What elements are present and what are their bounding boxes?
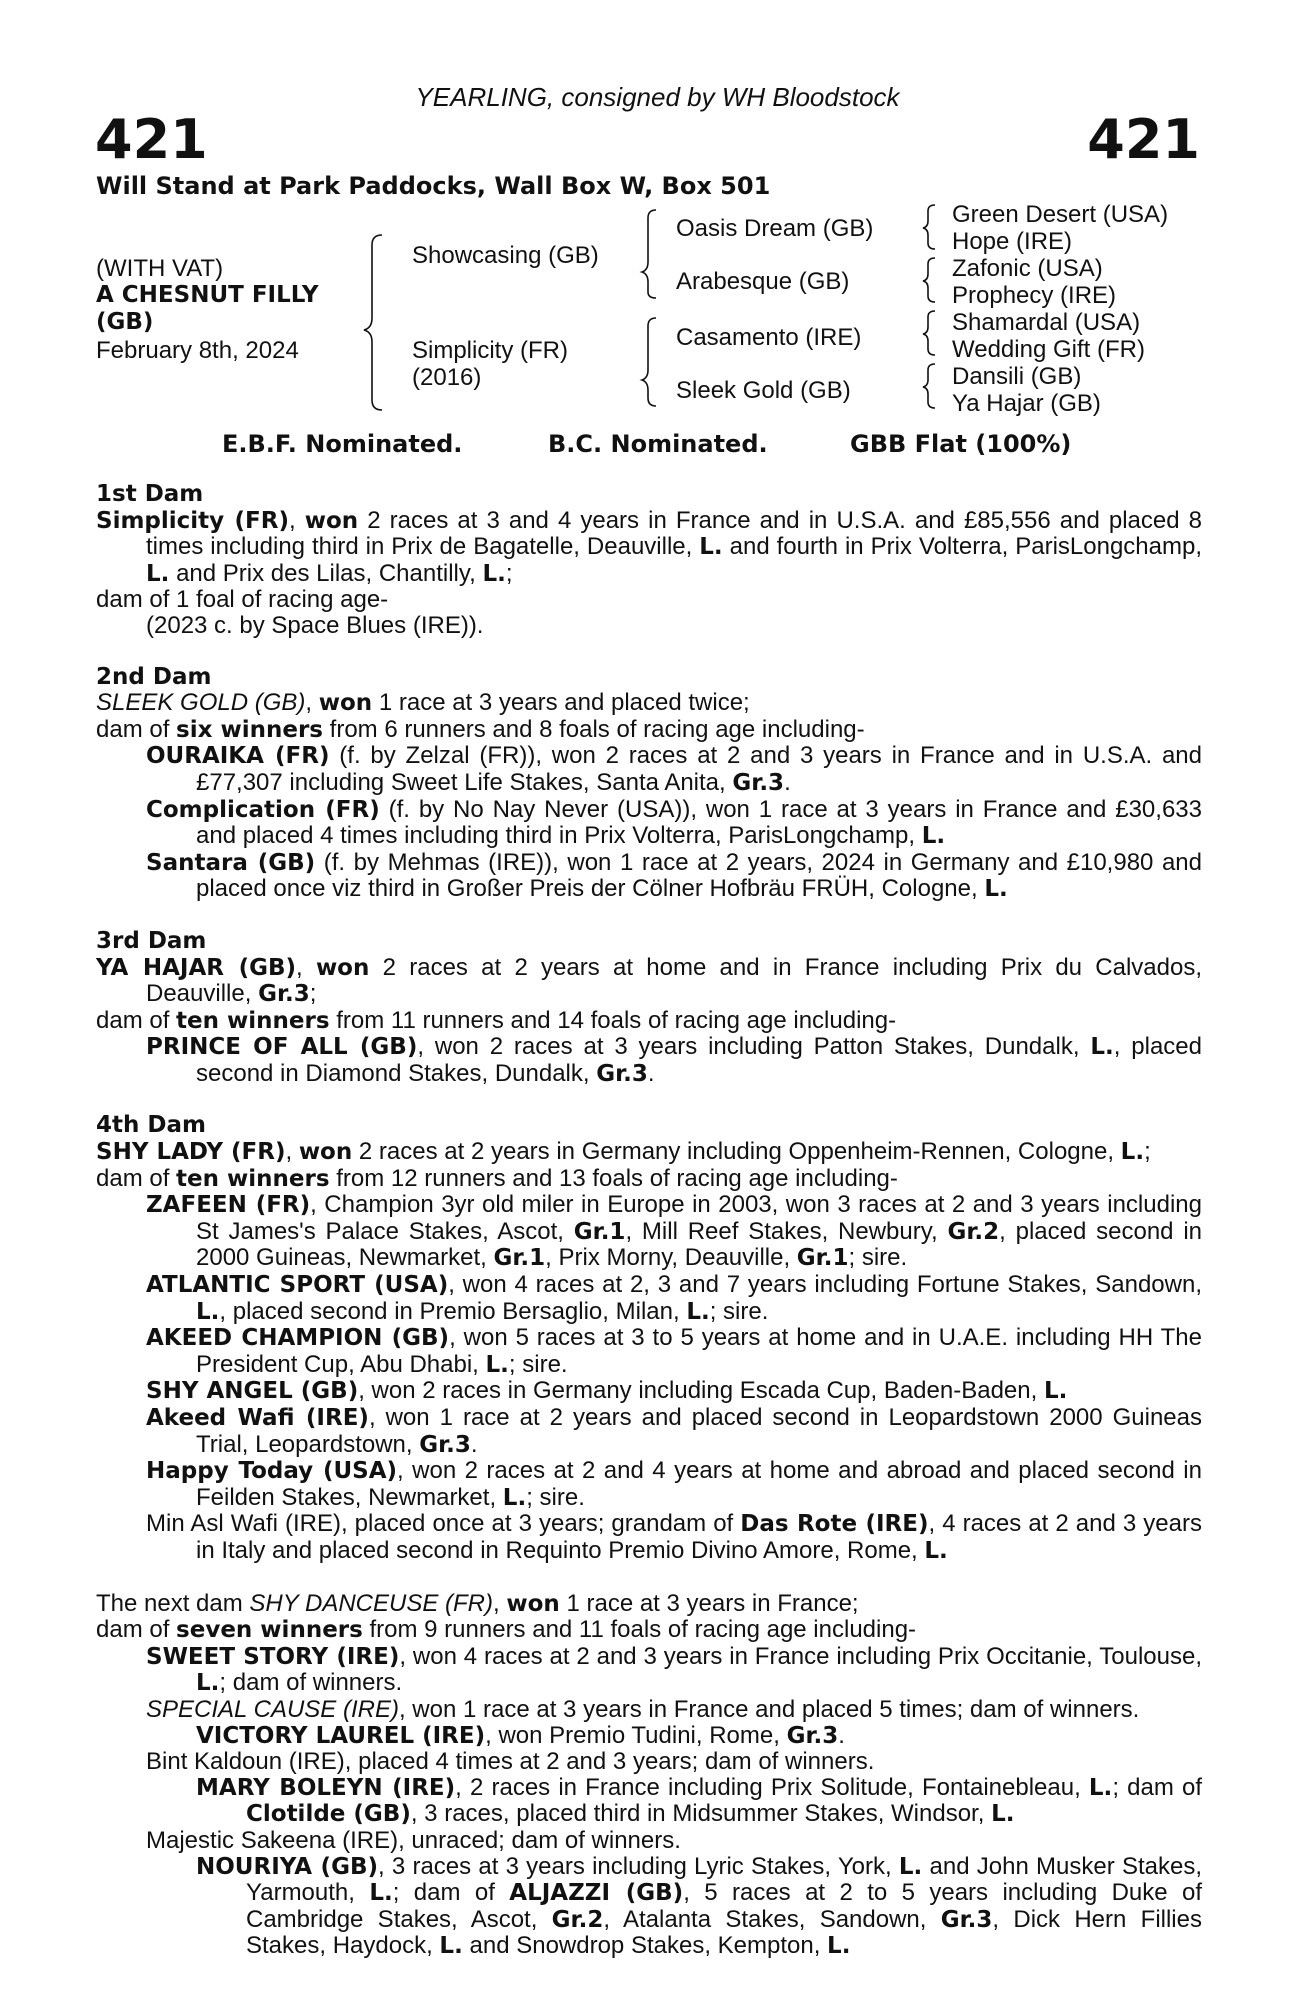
dam4-line: Happy Today (USA), won 2 races at 2 and 4 years at home and abroad and placed second in Feilden Stakes, Newmarket, L.; sire.: [146, 1457, 1202, 1511]
dam2-line: dam of six winners from 6 runners and 8 foals of racing age including-: [96, 715, 865, 743]
brace-dd: [923, 364, 935, 408]
pedigree-dam-dam: Sleek Gold (GB): [676, 377, 851, 404]
dam4-section: [96, 1139, 1202, 1565]
pedigree-dam: Simplicity (FR): [412, 337, 568, 364]
dam5-line: VICTORY LAUREL (IRE), won Premio Tudini, Rome, Gr.3.: [196, 1721, 845, 1749]
pedigree-sire-sire: Oasis Dream (GB): [676, 215, 874, 242]
pedigree-sss: Green Desert (USA): [952, 201, 1169, 228]
dam3-line: YA HAJAR (GB), won 2 races at 2 years at home and in France including Prix du Calvados, Deauville, Gr.3;: [96, 953, 1203, 1008]
brace-dam: [642, 318, 656, 406]
pedigree-sds: Zafonic (USA): [952, 255, 1103, 282]
dam4-line: SHY ANGEL (GB), won 2 races in Germany including Escada Cup, Baden-Baden, L.: [146, 1377, 1068, 1405]
dam4-line: ATLANTIC SPORT (USA), won 4 races at 2, 3 and 7 years including Fortune Stakes, Sandown, L., placed second in Premio Bersaglio, Milan, L.; sire.: [146, 1271, 1202, 1325]
brace-sd: [923, 258, 935, 302]
dam2-line: OURAIKA (FR) (f. by Zelzal (FR)), won 2 races at 2 and 3 years in France and in U.S.A. and £77,307 including Sweet Life Stakes, Santa Anita, Gr.3.: [146, 742, 1202, 796]
horse-name: A CHESNUT FILLY: [96, 282, 319, 308]
pedigree-dds: Dansili (GB): [952, 363, 1082, 390]
pedigree-sdd: Prophecy (IRE): [952, 282, 1117, 309]
ebf-nomination: E.B.F. Nominated.: [222, 430, 463, 458]
dam2-line: Santara (GB) (f. by Mehmas (IRE)), won 1 race at 2 years, 2024 in Germany and £10,980 and placed once viz third in Großer Preis der Cölner Hofbräu FRÜH, Cologne, L.: [146, 848, 1202, 903]
stand-location: Will Stand at Park Paddocks, Wall Box W, Box 501: [96, 172, 771, 200]
dam2-line: Complication (FR) (f. by No Nay Never (USA)), won 1 race at 3 years in France and £30,633 and placed 4 times including third in Prix Volterra, ParisLongchamp, L.: [146, 795, 1202, 850]
brace-sire: [642, 210, 656, 298]
dam5-line: MARY BOLEYN (IRE), 2 races in France including Prix Solitude, Fontainebleau, L.; dam of Clotilde (GB), 3 races, placed third in Midsummer Stakes, Windsor, L.: [196, 1773, 1202, 1828]
dam5-line: Bint Kaldoun (IRE), placed 4 times at 2 and 3 years; dam of winners.: [146, 1748, 875, 1776]
dam1-line: dam of 1 foal of racing age-: [96, 586, 389, 614]
foaling-date: February 8th, 2024: [96, 337, 299, 364]
dam4-line: Min Asl Wafi (IRE), placed once at 3 years; grandam of Das Rote (IRE), 4 races at 2 and 3 years in Italy and placed second in Requinto Premio Divino Amore, Rome, L.: [146, 1510, 1202, 1564]
lot-subtitle: YEARLING, consigned by WH Bloodstock: [415, 82, 900, 112]
pedigree-dam-sire: Casamento (IRE): [676, 324, 862, 351]
lot-number-right: 421: [1087, 108, 1200, 171]
pedigree-ssd: Hope (IRE): [952, 228, 1073, 255]
dam3-section: [96, 955, 1202, 1088]
pedigree-dsd: Wedding Gift (FR): [952, 336, 1145, 363]
lot-number-left: 421: [95, 108, 208, 171]
dam2-heading: 2nd Dam: [96, 663, 212, 690]
dam2-section: [96, 690, 1202, 903]
pedigree-sire: Showcasing (GB): [412, 242, 599, 269]
brace-ss: [923, 205, 935, 249]
dam5-line: SWEET STORY (IRE), won 4 races at 2 and 3 years in France including Prix Occitanie, Toulouse, L.; dam of winners.: [146, 1642, 1202, 1697]
vat-note: (WITH VAT): [96, 255, 224, 282]
dam5-line: Majestic Sakeena (IRE), unraced; dam of winners.: [146, 1826, 681, 1854]
dam4-line: AKEED CHAMPION (GB), won 5 races at 3 to 5 years at home and in U.A.E. including HH The President Cup, Abu Dhabi, L.; sire.: [146, 1324, 1202, 1378]
dam4-line: ZAFEEN (FR), Champion 3yr old miler in Europe in 2003, won 3 races at 2 and 3 years including St James's Palace Stakes, Ascot, Gr.1, Mill Reef Stakes, Newbury, Gr.2, placed second in 2000 Guineas, Newmarket, Gr.1, Prix Morny, Deauville, Gr.1; sire.: [146, 1191, 1202, 1272]
dam4-line: SHY LADY (FR), won 2 races at 2 years in Germany including Oppenheim-Rennen, Cologne, L.;: [96, 1138, 1151, 1166]
pedigree-sire-dam: Arabesque (GB): [676, 268, 850, 295]
dam5-line: The next dam SHY DANCEUSE (FR), won 1 race at 3 years in France;: [96, 1589, 859, 1617]
bc-nomination: B.C. Nominated.: [548, 430, 768, 458]
catalogue-body: [96, 482, 1202, 1960]
pedigree-ddd: Ya Hajar (GB): [952, 390, 1101, 417]
dam3-heading: 3rd Dam: [96, 927, 207, 954]
brace-ds: [923, 311, 935, 355]
dam1-heading: 1st Dam: [96, 481, 204, 507]
dam1-line: Simplicity (FR), won 2 races at 3 and 4 years in France and in U.S.A. and £85,556 and placed 8 times including third in Prix de Bagatelle, Deauville, L. and fourth in Prix Volterra, ParisLongchamp, L. and Prix des Lilas, Chantilly, L.;: [96, 506, 1202, 587]
dam1-section: [96, 508, 1202, 639]
dam4-line: dam of ten winners from 12 runners and 13 foals of racing age including-: [96, 1164, 898, 1192]
dam5-section: [96, 1591, 1202, 1960]
dam5-line: SPECIAL CAUSE (IRE), won 1 race at 3 years in France and placed 5 times; dam of winners.: [146, 1695, 1140, 1723]
dam5-line: dam of seven winners from 9 runners and 11 foals of racing age including-: [96, 1616, 917, 1644]
dam4-heading: 4th Dam: [96, 1112, 206, 1139]
gbb-flat: GBB Flat (100%): [850, 430, 1072, 458]
dam3-line: PRINCE OF ALL (GB), won 2 races at 3 years including Patton Stakes, Dundalk, L., placed second in Diamond Stakes, Dundalk, Gr.3.: [146, 1033, 1203, 1087]
dam2-line: SLEEK GOLD (GB), won 1 race at 3 years and placed twice;: [96, 689, 750, 717]
dam4-line: Akeed Wafi (IRE), won 1 race at 2 years and placed second in Leopardstown 2000 Guineas Trial, Leopardstown, Gr.3.: [146, 1404, 1203, 1458]
dam5-line: NOURIYA (GB), 3 races at 3 years including Lyric Stakes, York, L. and John Musker Stakes, Yarmouth, L.; dam of ALJAZZI (GB), 5 races at 2 to 5 years including Duke of Cambridge Stakes, Ascot, Gr.2, Atalanta Stakes, Sandown, Gr.3, Dick Hern Fillies Stakes, Haydock, L. and Snowdrop Stakes, Kempton, L.: [196, 1852, 1203, 1960]
dam3-line: dam of ten winners from 11 runners and 14 foals of racing age including-: [96, 1006, 897, 1034]
dam1-line: (2023 c. by Space Blues (IRE)).: [146, 611, 484, 639]
pedigree-dam-year: (2016): [412, 364, 482, 391]
brace-main: [364, 235, 382, 410]
horse-name-country: (GB): [96, 309, 154, 335]
pedigree-dss: Shamardal (USA): [952, 309, 1141, 336]
